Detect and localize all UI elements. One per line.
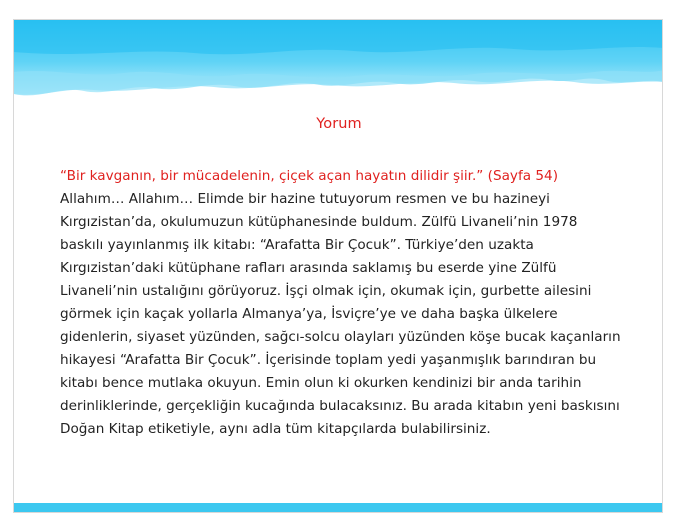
paragraph-line: Allahım… Allahım… Elimde bir hazine tutuyorum resmen ve bu hazineyi (60, 191, 550, 207)
paragraph-line: derinliklerinde, gerçekliğin kucağında bulacaksınız. Bu arada kitabın yeni baskısını (60, 398, 620, 414)
paragraph-line: baskılı yayınlanmış ilk kitabı: “Arafatta Bir Çocuk”. Türkiye’den uzakta (60, 237, 534, 253)
bottom-accent-bar (14, 503, 663, 512)
paragraph-line: Doğan Kitap etiketiyle, aynı adla tüm kitapçılarda bulabilirsiniz. (60, 421, 491, 437)
review-body (60, 165, 650, 441)
review-card (13, 19, 663, 513)
paragraph-line: gidenlerin, siyaset yüzünden, sağcı-solcu olayları yüzünden köşe bucak kaçanların (60, 329, 621, 345)
paragraph-line: görmek için kaçak yollarla Almanya’ya, İsviçre’ye ve daha başka ülkelere (60, 306, 558, 322)
section-title: Yorum (316, 116, 362, 132)
paragraph-line: Kırgızistan’da, okulumuzun kütüphanesinde buldum. Zülfü Livaneli’nin 1978 (60, 214, 578, 230)
quote-line: “Bir kavganın, bir mücadelenin, çiçek açan hayatın dilidir şiir.” (Sayfa 54) (60, 168, 559, 184)
paragraph-line: Livaneli’nin ustalığını görüyoruz. İşçi olmak için, okumak için, gurbette ailesini (60, 283, 592, 299)
watercolor-banner (14, 20, 663, 110)
paragraph-line: kitabı bence mutlaka okuyun. Emin olun ki okurken kendinizi bir anda tarihin (60, 375, 582, 391)
paragraph-line: hikayesi “Arafatta Bir Çocuk”. İçerisinde toplam yedi yaşanmışlık barındıran bu (60, 352, 597, 368)
paragraph-line: Kırgızistan’daki kütüphane rafları arasında saklamış bu eserde yine Zülfü (60, 260, 557, 276)
